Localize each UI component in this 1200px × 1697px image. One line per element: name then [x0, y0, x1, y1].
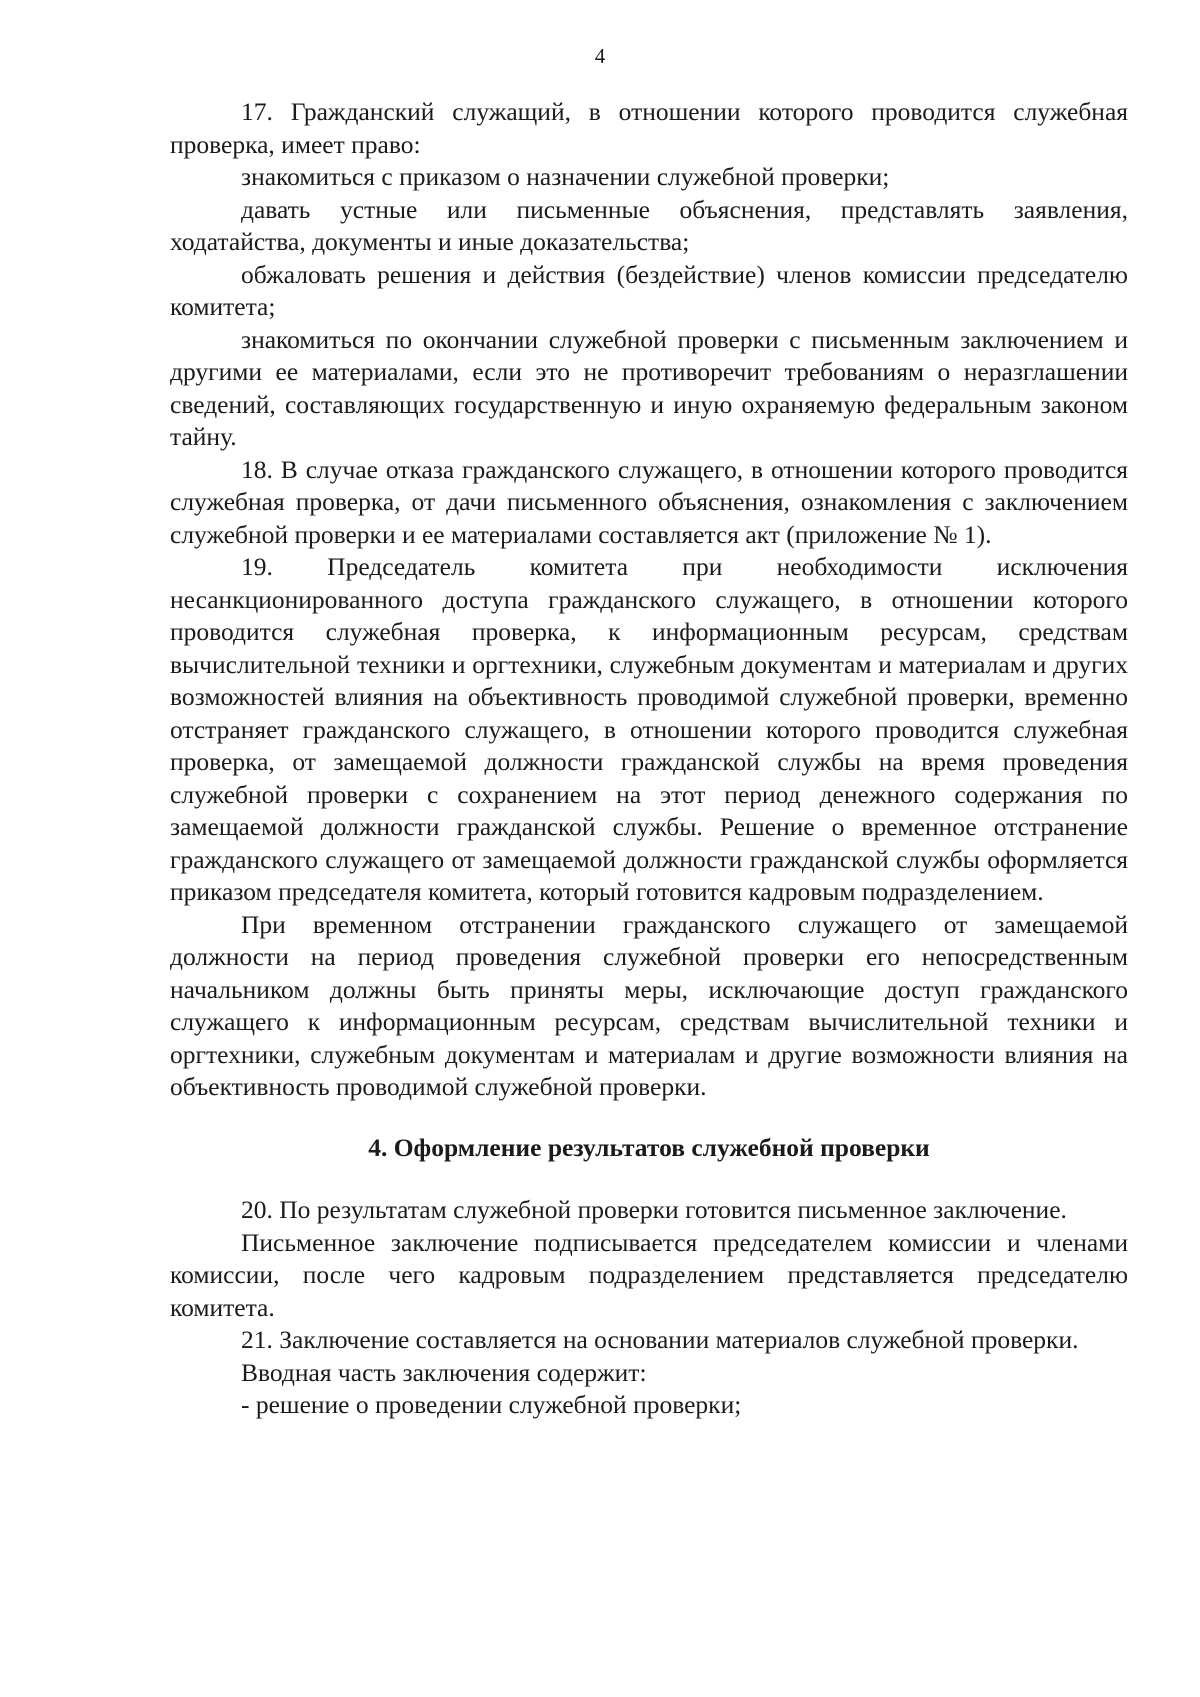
paragraph-18: 18. В случае отказа гражданского служащего, в отношении которого проводится служебная проверка, от дачи письменного объяснения, ознакомления с заключением служебной проверки и ее материалами составляется акт (приложение № 1).	[170, 454, 1128, 549]
paragraph-17-item-4: знакомиться по окончании служебной проверки с письменным заключением и другими ее материалами, если это не противоречит требованиям о неразглашении сведений, составляющих государственную и иную охраняемую федеральным законом тайну.	[170, 324, 1128, 451]
paragraph-17-item-3: обжаловать решения и действия (бездействие) членов комиссии председателю комитета;	[170, 259, 1128, 321]
paragraph-17-item-2: давать устные или письменные объяснения, представлять заявления, ходатайства, документы и иные доказательства;	[170, 194, 1128, 256]
section-4-heading: 4. Оформление результатов служебной проверки	[368, 1132, 930, 1162]
paragraph-19: 19. Председатель комитета при необходимости исключения несанкционированного доступа гражданского служащего, в отношении которого проводится служебная проверка, к информационным ресурсам, средствам вычислительной техники и оргтехники, служебным документам и материалам и других возможностей влияния на объективность проводимой служебной проверки, временно отстраняет гражданского служащего, в отношении которого проводится служебная проверка, от замещаемой должности гражданской службы на время проведения служебной проверки с сохранением на этот период денежного содержания по замещаемой должности гражданской службы. Решение о временное отстранение гражданского служащего от замещаемой должности гражданской службы оформляется приказом председателя комитета, который готовится кадровым подразделением.	[170, 552, 1128, 906]
paragraph-20-continuation: Письменное заключение подписывается председателем комиссии и членами комиссии, после чего кадровым подразделением представляется председателю комитета.	[170, 1227, 1128, 1322]
document-body	[170, 96, 1128, 1422]
paragraph-21: 21. Заключение составляется на основании материалов служебной проверки.	[241, 1325, 1079, 1354]
paragraph-21-intro-part: Вводная часть заключения содержит:	[241, 1357, 647, 1387]
paragraph-20: 20. По результатам служебной проверки готовится письменное заключение.	[241, 1195, 1067, 1224]
paragraph-19-continuation: При временном отстранении гражданского служащего от замещаемой должности на период проведения служебной проверки его непосредственным начальником должны быть приняты меры, исключающие доступ гражданского служащего к информационным ресурсам, средствам вычислительной техники и оргтехники, служебным документам и материалам и другие возможности влияния на объективность проводимой служебной проверки.	[170, 909, 1128, 1101]
paragraph-21-item-1: - решение о проведении служебной проверки;	[241, 1390, 742, 1419]
page-number: 4	[594, 44, 606, 68]
paragraph-17-intro: 17. Гражданский служащий, в отношении которого проводится служебная проверка, имеет право:	[170, 97, 1128, 159]
paragraph-17-item-1: знакомиться с приказом о назначении служебной проверки;	[241, 162, 890, 191]
